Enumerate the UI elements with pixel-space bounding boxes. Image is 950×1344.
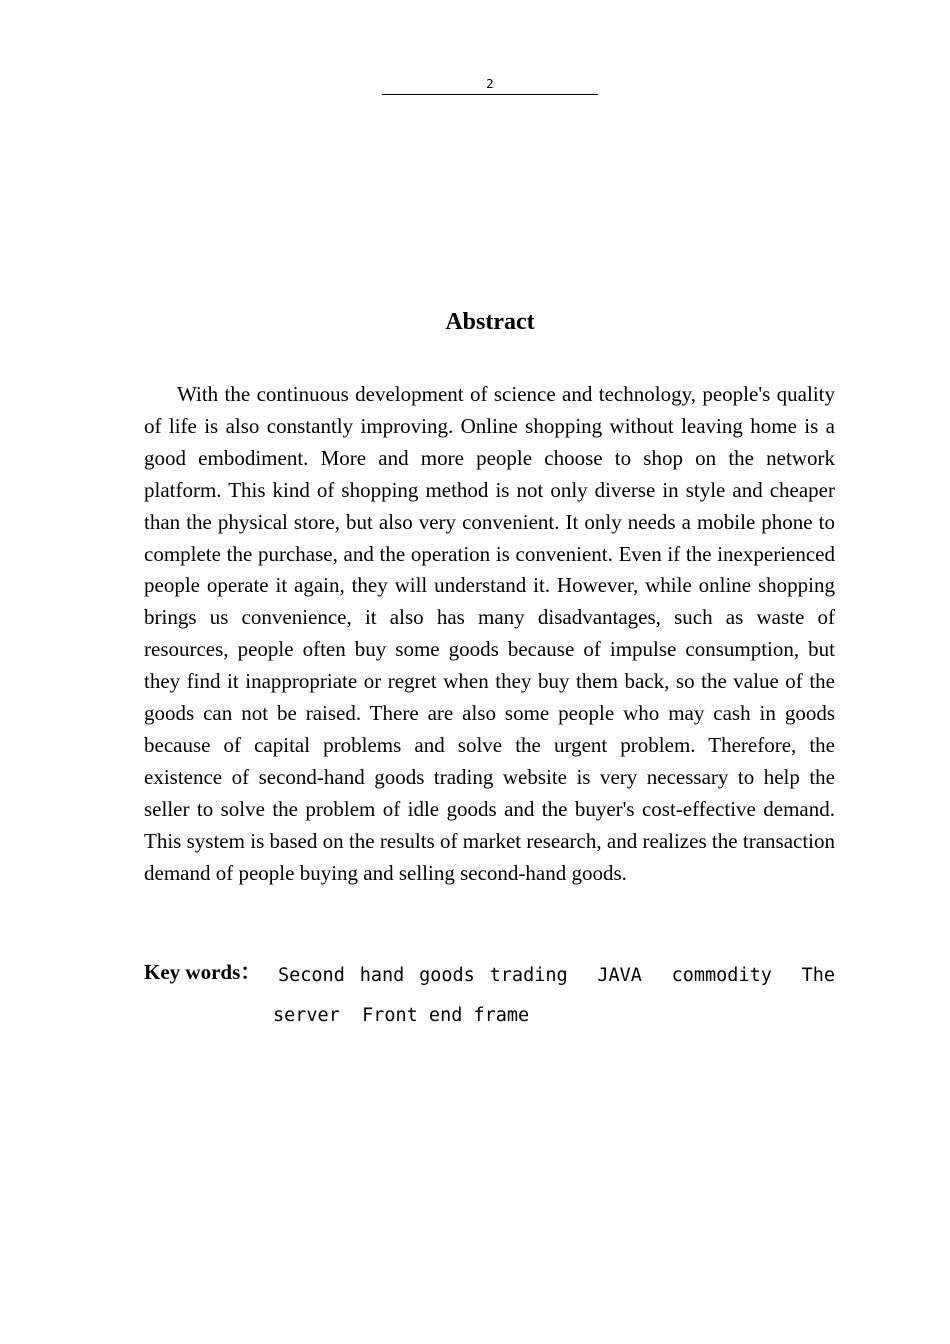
abstract-title: Abstract: [445, 309, 535, 335]
abstract-body: With the continuous development of science and technology, people's quality of life is also constantly improving. Online shopping without leaving home is a good embodiment. More and more people choose to shop on the network platform. This kind of shopping method is not only diverse in style and cheaper than the physical store, but also very convenient. It only needs a mobile phone to complete the purchase, and the operation is convenient. Even if the inexperienced people operate it again, they will understand it. However, while online shopping brings us convenience, it also has many disadvantages, such as waste of resources, people often buy some goods because of impulse consumption, but they find it inappropriate or regret when they buy them back, so the value of the goods can not be raised. There are also some people who may cash in goods because of capital problems and solve the urgent problem. Therefore, the existence of second-hand goods trading website is very necessary to help the seller to solve the problem of idle goods and the buyer's cost-effective demand. This system is based on the results of market research, and realizes the transaction demand of people buying and selling second-hand goods.: [144, 382, 835, 885]
page-header: [382, 76, 598, 95]
keywords-label: Key words：: [144, 960, 262, 984]
page-number: 2: [486, 77, 494, 91]
keywords-value: Second hand goods trading JAVA commodity The server Front end frame: [273, 965, 835, 1026]
